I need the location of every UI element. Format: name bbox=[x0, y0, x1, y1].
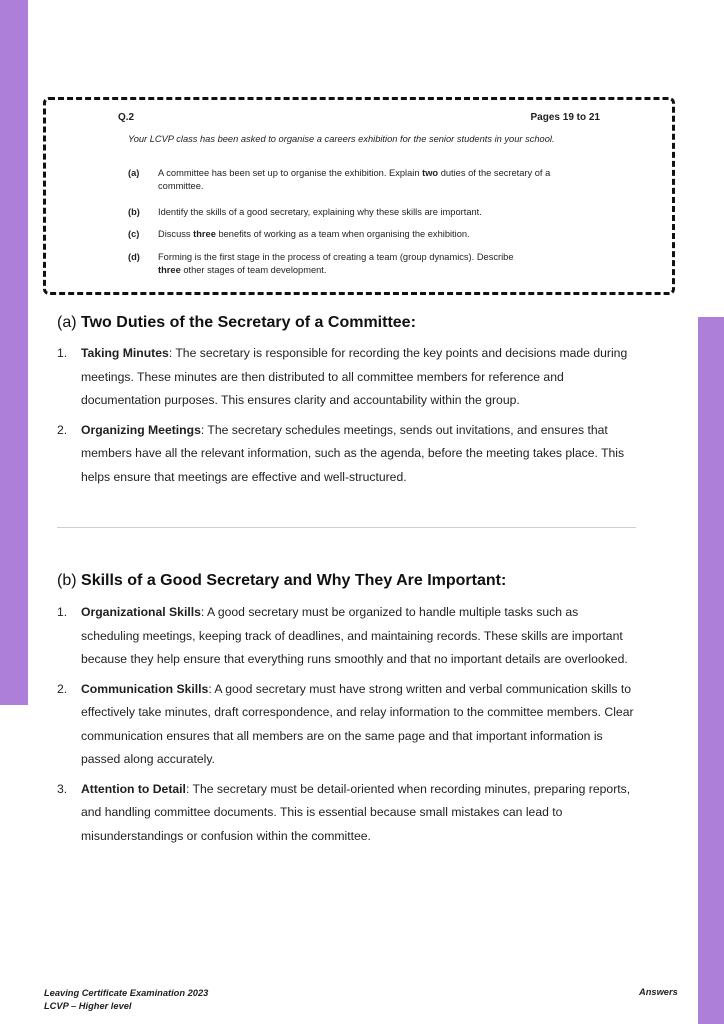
section-b-heading: (b) Skills of a Good Secretary and Why They Are Important: bbox=[57, 572, 507, 589]
section-a-list bbox=[57, 342, 637, 495]
question-part-a bbox=[128, 167, 598, 193]
part-text: Forming is the first stage in the process of creating a team (group dynamics). Describe three other stages of team development. bbox=[158, 252, 514, 275]
part-letter: (c) bbox=[128, 229, 140, 239]
list-item: 2. Communication Skills: A good secretary must have strong written and verbal communication skills to effectively take minutes, draft correspondence, and relay information to the committee members. Clear communication ensures that all members are on the same page and that important information is passed along accurately. bbox=[57, 681, 634, 766]
section-b-list bbox=[57, 601, 637, 854]
part-letter: (b) bbox=[128, 207, 140, 217]
question-number: Q.2 bbox=[118, 112, 135, 123]
question-part-b bbox=[128, 206, 598, 219]
part-text: Identify the skills of a good secretary, explaining why these skills are important. bbox=[158, 207, 482, 217]
question-pages: Pages 19 to 21 bbox=[530, 112, 600, 123]
question-box bbox=[43, 97, 675, 295]
question-part-c bbox=[128, 228, 598, 241]
right-accent-bar bbox=[698, 317, 724, 1024]
section-divider bbox=[57, 527, 636, 528]
footer-line-2: LCVP – Higher level bbox=[44, 1001, 132, 1011]
list-item: 1. Organizational Skills: A good secretary must be organized to handle multiple tasks such as scheduling meetings, keeping track of deadlines, and maintaining records. These skills are important because they help ensure that everything runs smoothly and that no important details are overlooked. bbox=[57, 605, 628, 666]
footer-answers: Answers bbox=[639, 987, 678, 997]
list-item: 3. Attention to Detail: The secretary must be detail-oriented when recording minutes, preparing reports, and handling committee documents. This is essential because small mistakes can lead to misunderstandings or confusion within the committee. bbox=[57, 781, 631, 843]
list-item: 1. Taking Minutes: The secretary is responsible for recording the key points and decisions made during meetings. These minutes are then distributed to all committee members for reference and documentation purposes. This ensures clarity and accountability within the group. bbox=[57, 346, 628, 407]
left-accent-bar bbox=[0, 0, 28, 705]
footer-exam-info bbox=[44, 987, 208, 1013]
section-a-heading: (a) Two Duties of the Secretary of a Committee: bbox=[57, 314, 416, 331]
part-letter: (a) bbox=[128, 168, 140, 178]
part-text: A committee has been set up to organise the exhibition. Explain two duties of the secretary of a committee. bbox=[158, 168, 551, 191]
footer-line-1: Leaving Certificate Examination 2023 bbox=[44, 988, 209, 998]
list-item: 2. Organizing Meetings: The secretary schedules meetings, sends out invitations, and ensures that members have all the relevant information, such as the agenda, before the meeting takes place. This helps ensure that meetings are effective and well-structured. bbox=[57, 422, 625, 484]
question-part-d bbox=[128, 251, 528, 277]
part-letter: (d) bbox=[128, 252, 140, 262]
part-text: Discuss three benefits of working as a team when organising the exhibition. bbox=[158, 229, 470, 239]
question-intro: Your LCVP class has been asked to organise a careers exhibition for the senior students in your school. bbox=[128, 134, 555, 144]
